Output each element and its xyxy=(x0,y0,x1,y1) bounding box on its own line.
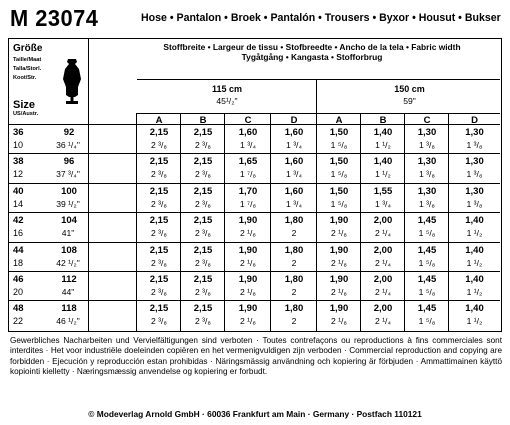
measure-in: 36 ¹/₄" xyxy=(56,140,80,150)
yardage-m: 1,80 xyxy=(284,303,304,315)
yardage-yd: 1 ¹/₂ xyxy=(466,287,483,297)
yardage-m: 2,15 xyxy=(193,127,213,138)
size-eu: 48 xyxy=(13,303,24,315)
yardage-yd: 2 ³/₈ xyxy=(195,140,211,150)
yardage-m: 1,40 xyxy=(465,244,484,256)
yardage-m: 1,60 xyxy=(284,127,304,138)
yardage-yd: 2 ³/₈ xyxy=(151,140,167,150)
yardage-yd: 2 ³/₈ xyxy=(195,257,211,268)
yardage-yd: 2 ¹/₄ xyxy=(375,287,391,297)
yardage-yd: 2 ¹/₄ xyxy=(375,228,391,239)
size-eu: 36 xyxy=(13,127,24,138)
yardage-m: 2,15 xyxy=(149,127,169,138)
yardage-m: 1,30 xyxy=(465,185,484,197)
yardage-yd: 2 ¹/₈ xyxy=(331,228,347,239)
yardage-m: 1,50 xyxy=(329,127,349,138)
yardage-yd: 1 ³/₈ xyxy=(466,169,483,180)
divider-row xyxy=(9,212,500,213)
measure-cm: 96 xyxy=(63,156,75,168)
yardage-m: 1,30 xyxy=(465,127,484,138)
width-115-cm: 115 cm xyxy=(211,84,243,94)
measure-cm: 100 xyxy=(61,185,77,197)
yardage-m: 1,90 xyxy=(329,215,349,227)
copyright-notice: Gewerbliches Nacharbeiten und Vervielfältigungen sind verboten · Toutes contrefaçons ou reproductions à fins commerciales sont interdites · Het voor industriële doeleinden copiëren en het vermenigvuldigen zijn verboden · Commercial reproduction and copying are forbidden · Ejecución y reproducción estan prohibidas · Näringsmässig användning och kopiering är förbjuden · Ammattimainen käyttö kopiointi kielletty · Næringsmæssig anvendelse og kopiering er forbudt. xyxy=(10,336,502,377)
yardage-yd: 1 ³/₄ xyxy=(240,140,256,150)
label-koot: Koot/Str. xyxy=(13,75,37,81)
size-us: 22 xyxy=(13,316,24,327)
column-header: C xyxy=(423,115,431,126)
fabric-width-line2: Tygåtgång • Kangasta • Stofforbrug xyxy=(241,52,383,62)
yardage-yd: 1 ⁵/₈ xyxy=(418,287,436,297)
yardage-yd: 1 ⁵/₈ xyxy=(418,316,436,327)
yardage-m: 1,60 xyxy=(284,156,304,168)
size-header xyxy=(9,39,89,117)
yardage-yd: 2 ¹/₈ xyxy=(331,287,347,297)
divider-row xyxy=(9,242,500,243)
yardage-m: 1,90 xyxy=(238,244,258,256)
yardage-m: 2,15 xyxy=(193,274,213,285)
yardage-m: 1,30 xyxy=(417,156,437,168)
yardage-yd: 2 xyxy=(291,316,297,327)
column-header: A xyxy=(155,115,163,126)
yardage-m: 1,70 xyxy=(238,185,258,197)
yardage-yd: 1 ⁵/₈ xyxy=(330,169,348,180)
width-150-in: 59" xyxy=(403,96,416,106)
garment-names: Hose • Pantalon • Broek • Pantalón • Trousers • Byxor • Housut • Bukser xyxy=(141,12,501,24)
divider-row xyxy=(137,79,500,80)
yardage-m: 2,15 xyxy=(193,303,213,315)
yardage-yd: 1 ⁵/₈ xyxy=(418,257,436,268)
yardage-m: 1,90 xyxy=(329,244,349,256)
column-header: D xyxy=(471,115,478,126)
yardage-m: 2,15 xyxy=(193,185,213,197)
yardage-m: 1,40 xyxy=(373,156,393,168)
yardage-m: 1,50 xyxy=(329,156,349,168)
yardage-m: 1,50 xyxy=(329,185,349,197)
yardage-m: 1,90 xyxy=(238,215,258,227)
yardage-yd: 1 ¹/₂ xyxy=(466,257,483,268)
yardage-m: 2,15 xyxy=(149,274,169,285)
yardage-yd: 1 ³/₄ xyxy=(286,169,302,180)
yardage-m: 2,00 xyxy=(373,303,393,315)
yardage-yd: 2 ³/₈ xyxy=(151,257,167,268)
size-eu: 46 xyxy=(13,274,24,285)
yardage-m: 1,60 xyxy=(238,127,258,138)
size-us: 12 xyxy=(13,169,24,180)
label-groesse: Größe xyxy=(13,43,43,54)
yardage-yd: 1 ³/₈ xyxy=(466,140,483,150)
size-eu: 40 xyxy=(13,185,24,197)
yardage-m: 1,40 xyxy=(465,274,484,285)
column-header: B xyxy=(199,115,207,126)
size-us: 14 xyxy=(13,198,24,209)
pattern-number: M 23074 xyxy=(10,5,99,31)
yardage-m: 1,30 xyxy=(417,127,437,138)
yardage-yd: 1 ¹/₂ xyxy=(375,169,391,180)
yardage-yd: 1 ¹/₂ xyxy=(466,228,483,239)
yardage-yd: 1 ⁷/₈ xyxy=(239,169,257,180)
yardage-m: 1,45 xyxy=(417,215,437,227)
yardage-yd: 1 ³/₈ xyxy=(419,140,435,150)
yardage-yd: 2 ¹/₄ xyxy=(375,316,391,327)
yardage-yd: 1 ⁷/₈ xyxy=(239,198,257,209)
measure-in: 37 ³/₄" xyxy=(56,169,80,180)
label-taille: Taille/Maat xyxy=(13,57,42,63)
yardage-yd: 2 ¹/₈ xyxy=(240,257,256,268)
yardage-m: 2,15 xyxy=(193,244,213,256)
yardage-m: 1,90 xyxy=(238,274,258,285)
fabric-width-header xyxy=(127,42,497,62)
yardage-yd: 2 xyxy=(291,228,297,239)
yardage-m: 1,45 xyxy=(417,274,437,285)
yardage-m: 1,80 xyxy=(284,274,304,285)
yardage-m: 1,90 xyxy=(329,303,349,315)
yardage-yd: 1 ⁵/₈ xyxy=(330,140,348,150)
yardage-m: 2,15 xyxy=(149,156,169,168)
column-header: D xyxy=(290,115,298,126)
yardage-m: 2,00 xyxy=(373,274,393,285)
fabric-width-line1: Stoffbreite • Largeur de tissu • Stofbreedte • Ancho de la tela • Fabric width xyxy=(163,42,461,52)
measure-in: 44" xyxy=(61,287,75,297)
yardage-m: 1,90 xyxy=(238,303,258,315)
yardage-yd: 2 ³/₈ xyxy=(195,287,211,297)
yardage-m: 1,65 xyxy=(238,156,258,168)
measure-in: 46 ¹/₂" xyxy=(56,316,80,327)
yardage-yd: 2 xyxy=(291,257,297,268)
width-115-in: 45¹/₂" xyxy=(216,96,238,106)
yardage-yd: 1 ³/₄ xyxy=(286,140,302,150)
yardage-yd: 2 ³/₈ xyxy=(195,169,211,180)
divider-row xyxy=(9,183,500,184)
yardage-yd: 1 ⁵/₈ xyxy=(418,228,436,239)
measure-cm: 118 xyxy=(61,303,77,315)
yardage-yd: 1 ⁵/₈ xyxy=(330,198,348,209)
label-size: Size xyxy=(13,99,36,111)
yardage-yd: 2 ³/₈ xyxy=(151,287,167,297)
yardage-yd: 2 ³/₈ xyxy=(195,228,211,239)
yardage-yd: 2 ³/₈ xyxy=(151,169,167,180)
measure-in: 39 ¹/₂" xyxy=(56,198,80,209)
yardage-yd: 2 ³/₈ xyxy=(195,316,211,327)
yardage-m: 2,15 xyxy=(149,215,169,227)
yardage-yd: 1 ³/₈ xyxy=(419,198,435,209)
yardage-yd: 2 xyxy=(291,287,297,297)
yardage-m: 1,40 xyxy=(465,215,484,227)
yardage-yd: 1 ³/₄ xyxy=(286,198,302,209)
yardage-m: 2,15 xyxy=(149,303,169,315)
divider-row xyxy=(9,271,500,272)
divider-row xyxy=(137,113,500,114)
width-150-cm: 150 cm xyxy=(394,84,425,94)
size-eu: 38 xyxy=(13,156,24,168)
yardage-yd: 2 ¹/₈ xyxy=(331,257,347,268)
divider-row xyxy=(9,153,500,154)
yardage-yd: 2 ³/₈ xyxy=(195,198,211,209)
yardage-m: 2,15 xyxy=(149,244,169,256)
yardage-yd: 2 ¹/₈ xyxy=(331,316,347,327)
yardage-yd: 2 ¹/₄ xyxy=(375,257,391,268)
yardage-m: 1,30 xyxy=(417,185,437,197)
size-us: 16 xyxy=(13,228,24,239)
column-header: A xyxy=(335,115,343,126)
yardage-m: 2,15 xyxy=(193,215,213,227)
yardage-m: 1,55 xyxy=(373,185,393,197)
yardage-m: 1,45 xyxy=(417,303,437,315)
yardage-m: 2,15 xyxy=(193,156,213,168)
yardage-m: 1,45 xyxy=(417,244,437,256)
size-us: 18 xyxy=(13,257,24,268)
yardage-m: 1,90 xyxy=(329,274,349,285)
measure-cm: 104 xyxy=(61,215,77,227)
measure-in: 41" xyxy=(61,228,75,239)
size-eu: 42 xyxy=(13,215,24,227)
header xyxy=(10,6,506,30)
yardage-yd: 1 ³/₈ xyxy=(466,198,483,209)
measure-cm: 108 xyxy=(61,244,77,256)
yardage-m: 1,80 xyxy=(284,244,304,256)
yardage-yd: 2 ³/₈ xyxy=(151,198,167,209)
label-us: US/Austr. xyxy=(13,111,39,117)
size-us: 20 xyxy=(13,287,24,297)
yardage-yd: 2 ³/₈ xyxy=(151,228,167,239)
yardage-yd: 2 ¹/₈ xyxy=(240,287,256,297)
yardage-yd: 2 ³/₈ xyxy=(151,316,167,327)
yardage-m: 2,15 xyxy=(149,185,169,197)
yardage-yd: 1 ¹/₂ xyxy=(375,140,391,150)
measure-cm: 92 xyxy=(63,127,75,138)
yardage-m: 1,80 xyxy=(284,215,304,227)
yardage-m: 1,40 xyxy=(465,303,484,315)
publisher-line: © Modeverlag Arnold GmbH · 60036 Frankfurt am Main · Germany · Postfach 110121 xyxy=(88,409,422,419)
yardage-table xyxy=(8,38,502,332)
yardage-yd: 1 ³/₄ xyxy=(375,198,391,209)
size-us: 10 xyxy=(13,140,24,150)
yardage-yd: 2 ¹/₈ xyxy=(240,316,256,327)
yardage-yd: 1 ³/₈ xyxy=(419,169,435,180)
label-talla: Talla/Storl. xyxy=(13,66,42,72)
measure-cm: 112 xyxy=(61,274,77,285)
column-header: B xyxy=(379,115,387,126)
yardage-m: 1,40 xyxy=(373,127,393,138)
yardage-m: 1,30 xyxy=(465,156,484,168)
yardage-m: 2,00 xyxy=(373,215,393,227)
yardage-yd: 2 ¹/₈ xyxy=(240,228,256,239)
yardage-m: 2,00 xyxy=(373,244,393,256)
size-eu: 44 xyxy=(13,244,24,256)
yardage-m: 1,60 xyxy=(284,185,304,197)
dress-form-icon xyxy=(60,57,84,105)
divider-row xyxy=(9,300,500,301)
yardage-yd: 1 ¹/₂ xyxy=(466,316,483,327)
measure-in: 42 ¹/₂" xyxy=(56,257,80,268)
column-header: C xyxy=(244,115,252,126)
